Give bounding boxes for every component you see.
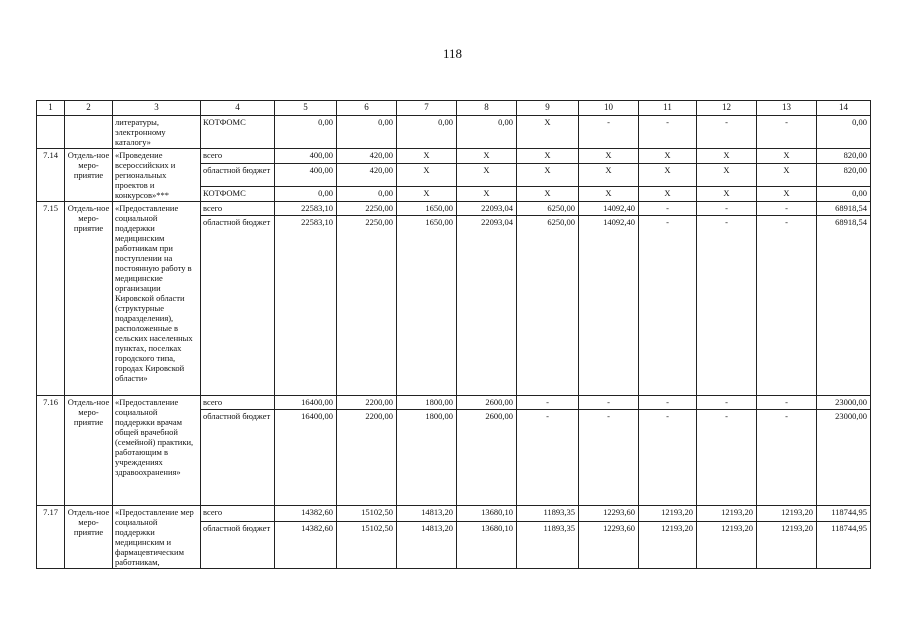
funding-source: всего xyxy=(201,149,275,164)
header-cell: 4 xyxy=(201,101,275,116)
value-cell: 14092,40 xyxy=(579,216,639,396)
value-cell: 12193,20 xyxy=(639,521,697,568)
row-description: «Предоставление мер социальной поддержки медицинским и фармацевтическим работникам, xyxy=(113,506,201,569)
value-cell: 0,00 xyxy=(337,116,397,149)
row-status xyxy=(65,116,113,149)
value-cell: X xyxy=(757,163,817,186)
value-cell: 12293,60 xyxy=(579,506,639,522)
value-cell: 1800,00 xyxy=(397,410,457,506)
value-cell: - xyxy=(757,216,817,396)
value-cell: - xyxy=(579,116,639,149)
value-cell: 118744,95 xyxy=(817,506,871,522)
value-cell: X xyxy=(397,163,457,186)
value-cell: X xyxy=(397,187,457,202)
value-cell: X xyxy=(697,187,757,202)
value-cell: 2600,00 xyxy=(457,396,517,410)
value-cell: 12193,20 xyxy=(639,506,697,522)
value-cell: 15102,50 xyxy=(337,521,397,568)
value-cell: X xyxy=(517,187,579,202)
value-cell: 13680,10 xyxy=(457,506,517,522)
value-cell: 0,00 xyxy=(457,116,517,149)
value-cell: 0,00 xyxy=(337,187,397,202)
value-cell: 1800,00 xyxy=(397,396,457,410)
header-cell: 1 xyxy=(37,101,65,116)
value-cell: 0,00 xyxy=(397,116,457,149)
funding-source: всего xyxy=(201,202,275,216)
value-cell: 400,00 xyxy=(275,163,337,186)
value-cell: - xyxy=(697,396,757,410)
value-cell: 820,00 xyxy=(817,163,871,186)
value-cell: X xyxy=(697,163,757,186)
value-cell: 6250,00 xyxy=(517,202,579,216)
value-cell: 22583,10 xyxy=(275,202,337,216)
value-cell: X xyxy=(579,149,639,164)
value-cell: 0,00 xyxy=(817,116,871,149)
header-cell: 13 xyxy=(757,101,817,116)
value-cell: X xyxy=(517,163,579,186)
value-cell: 16400,00 xyxy=(275,410,337,506)
row-status: Отдель-ное меро-приятие xyxy=(65,506,113,569)
header-cell: 11 xyxy=(639,101,697,116)
header-cell: 7 xyxy=(397,101,457,116)
row-description: «Проведение всероссийских и региональных проектов и конкурсов»*** xyxy=(113,149,201,202)
value-cell: X xyxy=(457,163,517,186)
value-cell: 820,00 xyxy=(817,149,871,164)
value-cell: 0,00 xyxy=(817,187,871,202)
table-row xyxy=(37,116,871,149)
value-cell: 13680,10 xyxy=(457,521,517,568)
value-cell: 68918,54 xyxy=(817,202,871,216)
row-description: «Предоставление социальной поддержки медицинским работникам при поступлении на постоянную работу в медицинские организации Кировской области (структурные подразделения), расположенные в сельских населенных пунктах, поселках городского типа, городах Кировской области» xyxy=(113,202,201,396)
row-status: Отдель-ное меро-приятие xyxy=(65,396,113,506)
value-cell: 23000,00 xyxy=(817,410,871,506)
value-cell: 12193,20 xyxy=(697,506,757,522)
page-number: 118 xyxy=(442,46,463,61)
funding-source: областной бюджет xyxy=(201,521,275,568)
value-cell: 11893,35 xyxy=(517,506,579,522)
value-cell: 6250,00 xyxy=(517,216,579,396)
header-cell: 8 xyxy=(457,101,517,116)
row-status: Отдель-ное меро-приятие xyxy=(65,202,113,396)
row-number xyxy=(37,116,65,149)
header-cell: 10 xyxy=(579,101,639,116)
value-cell: 1650,00 xyxy=(397,202,457,216)
row-number: 7.16 xyxy=(37,396,65,506)
value-cell: - xyxy=(757,396,817,410)
value-cell: 2250,00 xyxy=(337,202,397,216)
value-cell: 14092,40 xyxy=(579,202,639,216)
value-cell: X xyxy=(517,116,579,149)
value-cell: - xyxy=(517,410,579,506)
value-cell: 15102,50 xyxy=(337,506,397,522)
value-cell: X xyxy=(757,149,817,164)
funding-source: КОТФОМС xyxy=(201,187,275,202)
header-cell: 5 xyxy=(275,101,337,116)
value-cell: 68918,54 xyxy=(817,216,871,396)
value-cell: 23000,00 xyxy=(817,396,871,410)
value-cell: 22583,10 xyxy=(275,216,337,396)
value-cell: 0,00 xyxy=(275,116,337,149)
value-cell: - xyxy=(639,396,697,410)
header-cell: 14 xyxy=(817,101,871,116)
value-cell: 14813,20 xyxy=(397,506,457,522)
header-row xyxy=(37,101,871,116)
funding-source: всего xyxy=(201,396,275,410)
value-cell: - xyxy=(697,202,757,216)
funding-source: областной бюджет xyxy=(201,163,275,186)
value-cell: - xyxy=(697,410,757,506)
row-number: 7.14 xyxy=(37,149,65,202)
row-number: 7.15 xyxy=(37,202,65,396)
value-cell: 12193,20 xyxy=(757,506,817,522)
header-cell: 9 xyxy=(517,101,579,116)
value-cell: - xyxy=(579,396,639,410)
value-cell: - xyxy=(639,202,697,216)
header-cell: 6 xyxy=(337,101,397,116)
value-cell: - xyxy=(579,410,639,506)
value-cell: X xyxy=(579,163,639,186)
row-number: 7.17 xyxy=(37,506,65,569)
row-description: литературы, электронному каталогу» xyxy=(113,116,201,149)
value-cell: - xyxy=(639,216,697,396)
value-cell: 12193,20 xyxy=(757,521,817,568)
value-cell: - xyxy=(757,202,817,216)
funding-source: всего xyxy=(201,506,275,522)
header-cell: 3 xyxy=(113,101,201,116)
value-cell: 400,00 xyxy=(275,149,337,164)
funding-source: КОТФОМС xyxy=(201,116,275,149)
value-cell: 1650,00 xyxy=(397,216,457,396)
table-row xyxy=(37,202,871,216)
value-cell: 2200,00 xyxy=(337,396,397,410)
value-cell: 12193,20 xyxy=(697,521,757,568)
value-cell: X xyxy=(457,149,517,164)
budget-table-container xyxy=(36,100,870,569)
value-cell: - xyxy=(757,410,817,506)
value-cell: 2600,00 xyxy=(457,410,517,506)
value-cell: 118744,95 xyxy=(817,521,871,568)
value-cell: 420,00 xyxy=(337,163,397,186)
value-cell: X xyxy=(639,187,697,202)
value-cell: X xyxy=(579,187,639,202)
value-cell: - xyxy=(639,116,697,149)
value-cell: 0,00 xyxy=(275,187,337,202)
value-cell: 11893,35 xyxy=(517,521,579,568)
value-cell: 2250,00 xyxy=(337,216,397,396)
value-cell: 14382,60 xyxy=(275,506,337,522)
table-row xyxy=(37,149,871,164)
value-cell: - xyxy=(757,116,817,149)
value-cell: 22093,04 xyxy=(457,202,517,216)
value-cell: - xyxy=(697,216,757,396)
value-cell: 16400,00 xyxy=(275,396,337,410)
row-status: Отдель-ное меро-приятие xyxy=(65,149,113,202)
value-cell: X xyxy=(697,149,757,164)
funding-source: областной бюджет xyxy=(201,410,275,506)
table-row xyxy=(37,506,871,522)
value-cell: 2200,00 xyxy=(337,410,397,506)
value-cell: X xyxy=(457,187,517,202)
value-cell: - xyxy=(517,396,579,410)
value-cell: - xyxy=(697,116,757,149)
header-cell: 12 xyxy=(697,101,757,116)
value-cell: X xyxy=(757,187,817,202)
row-description: «Предоставление социальной поддержки врачам общей врачебной (семейной) практики, работающим в учреждениях здравоохранения» xyxy=(113,396,201,506)
value-cell: - xyxy=(639,410,697,506)
funding-source: областной бюджет xyxy=(201,216,275,396)
value-cell: 14382,60 xyxy=(275,521,337,568)
value-cell: 12293,60 xyxy=(579,521,639,568)
value-cell: 14813,20 xyxy=(397,521,457,568)
value-cell: X xyxy=(639,163,697,186)
value-cell: X xyxy=(397,149,457,164)
value-cell: X xyxy=(639,149,697,164)
value-cell: X xyxy=(517,149,579,164)
value-cell: 22093,04 xyxy=(457,216,517,396)
table-row xyxy=(37,396,871,410)
value-cell: 420,00 xyxy=(337,149,397,164)
budget-table xyxy=(36,100,871,569)
header-cell: 2 xyxy=(65,101,113,116)
